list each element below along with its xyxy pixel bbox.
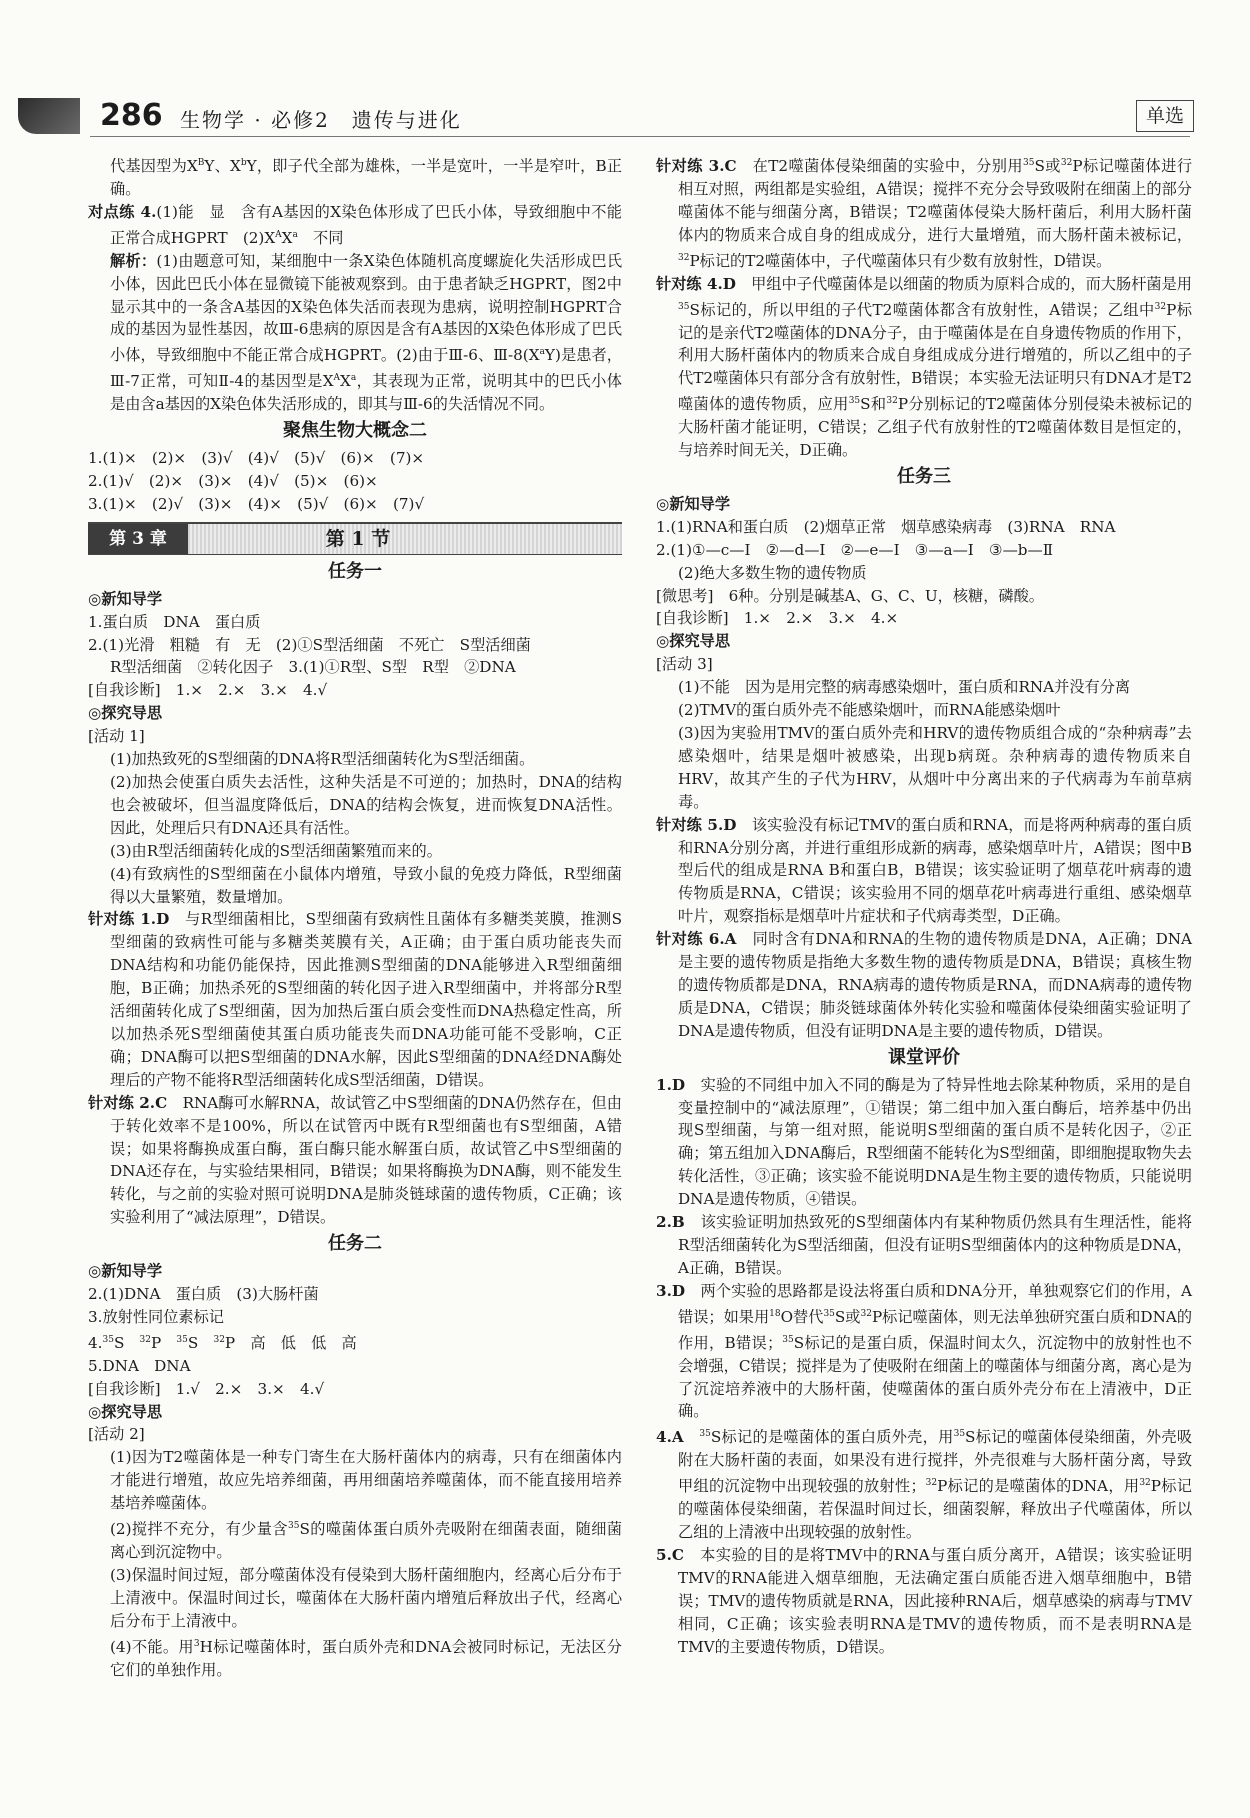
list-item: 3.放射性同位素标记	[88, 1307, 224, 1326]
item-label: 1.D	[656, 1075, 686, 1094]
item-label: 4.A	[656, 1428, 684, 1447]
subsection-heading: ◎探究导思	[88, 1402, 163, 1421]
answer-text: 与R型细菌相比，S型细菌有致病性且菌体有多糖类荚膜，推测S型细菌的致病性可能与多糖类荚膜有关，A正确；由于蛋白质功能丧失而DNA结构和功能仍能保持，因此推测S型细菌的DNA能够进入R型细菌细胞，B正确；加热杀死的S型细菌的转化因子进入R型细菌中，并将部分R型活细菌转化成了S型细菌，因为加热后蛋白质会变性而DNA热稳定性高，所以加热杀死S型细菌使其蛋白质功能丧失而DNA功能可能不受影响，C正确；DNA酶可以把S型细菌的DNA水解，因此S型细菌的DNA经DNA酶处理后的产物不能将R型活细菌转化成S型活细菌，D错误。	[110, 910, 622, 1089]
course-title: 生物学 · 必修2 遗传与进化	[180, 108, 462, 132]
list-item: (3)因为実验用TMV的蛋白质外壳和HRV的遗传物质组合成的“杂种病毒”去感染烟叶，结果是烟叶被感染，出现b病斑。杂种病毒的遗传物质来自HRV，故其产生的子代为HRV，从烟叶中分离出来的子代病毒为车前草病毒。	[678, 724, 1192, 811]
list-item: (1)加热致死的S型细菌的DNA将R型活细菌转化为S型活细菌。	[110, 750, 535, 769]
task-title: 任务一	[328, 560, 382, 582]
list-item: 1.(1)RNA和蛋白质 (2)烟草正常 烟草感染病毒 (3)RNA RNA	[656, 517, 1116, 536]
section-title: 课堂评价	[888, 1046, 960, 1068]
subsection-heading: ◎探究导思	[656, 632, 731, 651]
list-item: R型活细菌 ②转化因子 3.(1)①R型、S型 R型 ②DNA	[110, 658, 516, 677]
task-title: 任务二	[328, 1233, 382, 1255]
page-header	[0, 0, 1250, 150]
task-title: 任务三	[897, 466, 951, 488]
self-test-line: [自我诊断] 1.√ 2.× 3.× 4.√	[88, 1379, 325, 1398]
activity-label: [活动 1]	[88, 727, 145, 746]
answer-text: (1)能 显 含有A基因的X染色体形成了巴氏小体，导致细胞中不能正常合成HGPRT $(2)X^AX^a$ 不同	[110, 202, 622, 247]
subsection-heading: ◎新知导学	[88, 1262, 163, 1281]
corner-tab-decoration	[18, 98, 80, 134]
list-item: 1.蛋白质 DNA 蛋白质	[88, 612, 261, 631]
chapter-label: 第 3 章	[88, 524, 188, 554]
answer-item	[656, 1280, 1192, 1424]
answer-row: 3.(1)× (2)√ (3)× (4)× (5)√ (6)× (7)√	[88, 494, 425, 513]
item-label: 针对练 4.D	[656, 274, 736, 293]
header-rule	[90, 136, 1190, 137]
chapter-bar	[88, 522, 622, 555]
item-label: 3.D	[656, 1281, 686, 1300]
answer-text: 同时含有DNA和RNA的生物的遗传物质是DNA，A正确；DNA是主要的遗传物质是指绝大多数生物的遗传物质是DNA，B错误；真核生物的遗传物质都是DNA，RNA病毒的遗传物质是RNA，而DNA病毒的遗传物质是DNA，C错误；肺炎链球菌体外转化实验和噬菌体侵染细菌实验证明了DNA是遗传物质，但没有证明DNA是主要的遗传物质，D错误。	[678, 930, 1193, 1040]
subsection-heading: ◎新知导学	[88, 589, 163, 608]
item-label: 针对练 5.D	[656, 815, 737, 834]
answer-item	[656, 928, 1192, 1043]
explanation: 解析：(1)由题意可知，某细胞中一条X染色体随机高度螺旋化失活形成巴氏小体，因此巴氏小体在显微镜下能被观察到。由于患者缺乏HGPRT，图2中显示其中的一条含A基因的X染色体失活而表现为患病，说明控制HGPRT合成的基因为显性基因，故Ⅲ-6患病的原因是含有A基因的X染色体形成了巴氏小体，导致细胞中不能正常合成HGPRT。(2)由于Ⅲ-6、$Ⅲ-8(X^aY)$是患者，Ⅲ-7正常，可知Ⅱ-4的基因型是$X^AX^a$，其表现为正常，说明其中的巴氏小体是由含a基因的X染色体失活形成的，即其与Ⅲ-6的失活情况不同。	[110, 251, 623, 414]
page-number: 286	[100, 98, 163, 133]
list-item: (2)加热会使蛋白质失去活性，这种失活是不可逆的；加热时，DNA的结构也会被破坏，但当温度降低后，DNA的结构会恢复，进而恢复DNA活性。因此，处理后只有DNA还具有活性。	[110, 773, 622, 837]
item-label: 5.C	[656, 1545, 684, 1564]
list-item: (1)因为T2噬菌体是一种专门寄生在大肠杆菌体内的病毒，只有在细菌体内才能进行增殖，故应先培养细菌，再用细菌培养噬菌体，而不能直接用培养基培养噬菌体。	[110, 1448, 622, 1513]
answer-item	[656, 1544, 1192, 1659]
list-item: (2)绝大多数生物的遗传物质	[678, 563, 867, 582]
answer-text: 该实验没有标记TMV的蛋白质和RNA，而是将两种病毒的蛋白质和RNA分别分离，并进行重组形成新的病毒，感染烟草叶片，A错误；图中B型后代的组成是RNA B和蛋白B，B错误；该实验证明了烟草花叶病毒的遗传物质是RNA，C错误；该实验用不同的烟草花叶病毒进行重组、感染烟草叶片，观察指标是烟草叶片症状和子代病毒类型，D正确。	[678, 815, 1192, 926]
answer-text: 两个实验的思路都是设法将蛋白质和DNA分开，单独观察它们的作用，A错误；如果用$^{18}$O替代$^{35}$S或$^{32}$P标记噬菌体，则无法单独研究蛋白质和DNA的作用，B错误；$^{35}$S标记的是蛋白质，保温时间太久，沉淀物中的放射性也不会增强，C错误；搅拌是为了使吸附在细菌上的噬菌体与细菌分离，离心是为了沉淀培养液中的大肠杆菌，使噬菌体的蛋白质外壳分布在上清液中，D正确。	[678, 1281, 1193, 1421]
answer-text: RNA酶可水解RNA，故试管乙中S型细菌的DNA仍然存在，但由于转化效率不是100%，所以在试管丙中既有R型细菌也有S型细菌，A错误；如果将酶换成蛋白酶，蛋白酶只能水解蛋白质，故试管乙中S型细菌的DNA还存在，与实验结果相同，B错误；如果将酶换为DNA酶，则不能发生转化，与之前的实验对照可说明DNA是肺炎链球菌的遗传物质，C正确；该实验利用了“减法原理”，D错误。	[110, 1093, 622, 1227]
answer-item	[656, 1074, 1192, 1211]
answer-text: 实验的不同组中加入不同的酶是为了特异性地去除某种物质，采用的是自变量控制中的“减法原理”，①错误；第二组中加入蛋白酶后，培养基中仍出现S型细菌，与第一组对照，能说明S型细菌的蛋白质不是转化因子，②正确；第五组加入DNA酶后，R型细菌不能转化为S型细菌，即细胞提取物失去转化活性，③正确；该实验不能说明DNA是生物主要的遗传物质，只能说明DNA是遗传物质，④错误。	[678, 1075, 1193, 1209]
self-test-line: [自我诊断] 1.× 2.× 3.× 4.√	[88, 681, 328, 700]
activity-label: [活动 3]	[656, 655, 713, 674]
left-column	[88, 152, 622, 1682]
list-item: 4.35S $^{32}$P $^{35}$S $^{32}$P 高 低 低 高	[88, 1333, 357, 1352]
list-item: (3)保温时间过短，部分噬菌体没有侵染到大肠杆菌细胞内，经离心后分布于上清液中。保温时间过长，噬菌体在大肠杆菌内增殖后释放出子代，经离心后分布于上清液中。	[110, 1565, 622, 1630]
item-label: 2.B	[656, 1213, 685, 1232]
list-item: (1)不能 因为是用完整的病毒感染烟叶，蛋白质和RNA并没有分离	[678, 678, 1131, 697]
list-item: (2)搅拌不充分，有少量含$^{35}$S的噬菌体蛋白质外壳吸附在细菌表面，随细菌离心到沉淀物中。	[110, 1520, 623, 1562]
answer-item	[656, 814, 1192, 929]
subsection-heading: ◎探究导思	[88, 704, 163, 723]
item-label: 针对练 2.C	[88, 1093, 168, 1112]
list-item: 5.DNA DNA	[88, 1356, 191, 1375]
item-label: 针对练 1.D	[88, 910, 170, 929]
answer-item	[656, 152, 1192, 273]
answer-text: 在T2噬菌体侵染细菌的实验中，分别用$^{35}$S或$^{32}$P标记噬菌体进行相互对照，两组都是实验组，A错误；搅拌不充分会导致吸附在细菌上的部分噬菌体不能与细菌分离，B错误；T2噬菌体侵染大肠杆菌后，利用大肠杆菌体内的物质来合成自身的组成成分，进行大量增殖，而大肠杆菌未被标记，$^{32}$P标记的T2噬菌体中，子代噬菌体只有少数有放射性，D错误。	[678, 157, 1193, 270]
section-label: 第 1 节	[325, 527, 391, 550]
item-label: 针对练 6.A	[656, 930, 737, 949]
answer-item	[656, 1423, 1192, 1544]
item-label: 对点练 4.	[88, 202, 157, 221]
list-item: 2.(1)①—c—Ⅰ ②—d—Ⅰ ②—e—Ⅰ ③—a—Ⅰ ③—b—Ⅱ	[656, 540, 1054, 559]
answer-item	[88, 908, 622, 1091]
list-item: (2)TMV的蛋白质外壳不能感染烟叶，而RNA能感染烟叶	[678, 701, 1061, 720]
list-item: 2.(1)光滑 粗糙 有 无 (2)①S型活细菌 不死亡 S型活细菌	[88, 635, 531, 654]
list-item: (4)不能。用$^3$H标记噬菌体时，蛋白质外壳和DNA会被同时标记，无法区分它们的单独作用。	[110, 1637, 622, 1679]
activity-label: [活动 2]	[88, 1425, 145, 1444]
subsection-heading: ◎新知导学	[656, 494, 731, 513]
answer-item	[656, 273, 1192, 462]
edition-tag: 单选	[1136, 100, 1194, 132]
answer-row: 1.(1)× (2)× (3)√ (4)√ (5)√ (6)× (7)×	[88, 449, 425, 468]
section-title: 聚焦生物大概念二	[283, 420, 427, 442]
item-label: 针对练 3.C	[656, 157, 737, 176]
answer-text: $^{35}$S标记的是噬菌体的蛋白质外壳，用$^{35}$S标记的噬菌体侵染细菌，外壳吸附在大肠杆菌的表面，如果没有进行搅拌，外壳很难与大肠杆菌分离，导致甲组的沉淀物中出现较强的放射性；$^{32}$P标记的是噬菌体的DNA，用$^{32}$P标记的噬菌体侵染细菌，若保温时间过长，细菌裂解，释放出子代噬菌体，所以乙组的上清液中出现较强的放射性。	[678, 1428, 1193, 1542]
list-item: 2.(1)DNA 蛋白质 (3)大肠杆菌	[88, 1284, 319, 1303]
answer-text: 本实验的目的是将TMV中的RNA与蛋白质分离开，A错误；该实验证明TMV的RNA能进入烟草细胞，无法确定蛋白质能否进入烟草细胞中，B错误；TMV的遗传物质就是RNA，因此接种RNA后，烟草感染的病毒与TMV相同，C正确；该实验表明RNA是TMV的遗传物质，而不是表明RNA是TMV的主要遗传物质，D错误。	[678, 1545, 1193, 1656]
right-column	[656, 152, 1192, 1659]
answer-text: 该实验证明加热致死的S型细菌体内有某种物质仍然具有生理活性，能将R型活细菌转化为S型活细菌，但没有证明S型细菌体内的这种物质是DNA，A正确，B错误。	[678, 1213, 1193, 1277]
answer-row: 2.(1)√ (2)× (3)× (4)√ (5)× (6)×	[88, 472, 378, 491]
list-item: (4)有致病性的S型细菌在小鼠体内增殖，导致小鼠的免疫力降低，R型细菌得以大量繁殖，数量增加。	[110, 864, 622, 906]
answer-item	[88, 201, 622, 250]
list-item: (3)由R型活细菌转化成的S型活细菌繁殖而来的。	[110, 841, 442, 860]
answer-text: 甲组中子代噬菌体是以细菌的物质为原料合成的，而大肠杆菌是用$^{35}$S标记的，所以甲组的子代T2噬菌体都含有放射性，A错误；乙组中$^{32}$P标记的是亲代T2噬菌体的DNA分子，由于噬菌体是在自身遗传物质的作用下，利用大肠杆菌体内的物质来合成自身组成成分进行增殖的，所以乙组中的子代T2噬菌体只有部分含有放射性，B错误；本实验无法证明只有DNA才是T2噬菌体的遗传物质，应用$^{35}$S和$^{32}$P分别标记的T2噬菌体分别侵染未被标记的大肠杆菌才能证明，C错误；乙组子代有放射性的T2噬菌体数目是恒定的，与培养时间无关，D正确。	[678, 274, 1193, 460]
self-test-line: [自我诊断] 1.× 2.× 3.× 4.×	[656, 609, 899, 628]
paragraph: 代基因型为$X^BY$、$X^bY$，即子代全部为雄株，一半是宽叶，一半是窄叶，B正确。	[110, 157, 623, 198]
micro-think-line: [微思考] 6种。分别是碱基A、G、C、U，核糖，磷酸。	[656, 586, 1044, 605]
answer-item	[656, 1211, 1192, 1280]
answer-item	[88, 1092, 622, 1229]
